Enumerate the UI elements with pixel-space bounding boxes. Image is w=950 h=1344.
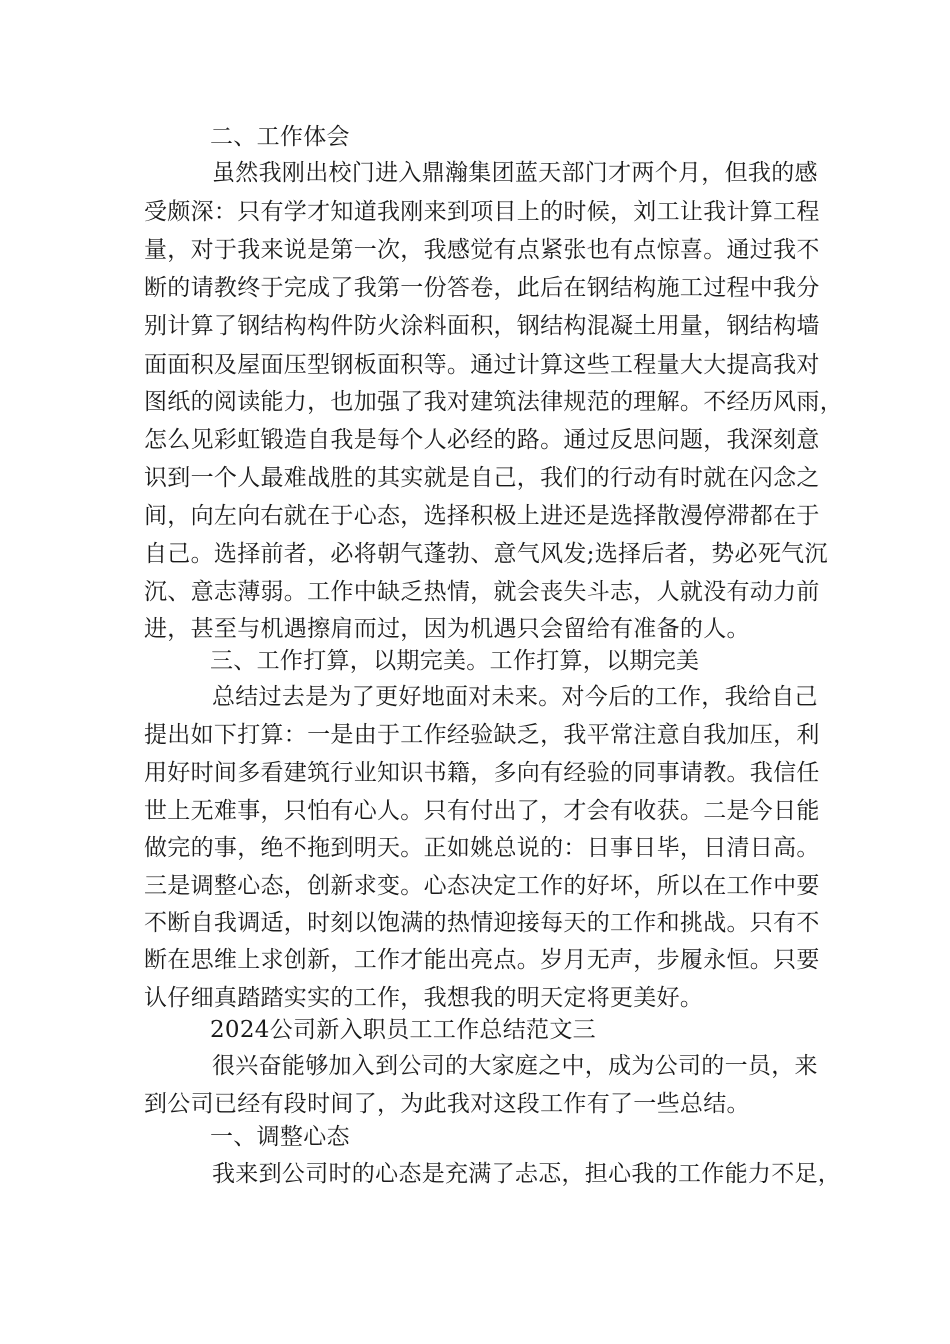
paragraph-line: 断的请教终于完成了我第一份答卷，此后在钢结构施工过程中我分 xyxy=(144,275,820,301)
paragraph-line: 不断自我调适，时刻以饱满的热情迎接每天的工作和挑战。只有不 xyxy=(144,910,820,936)
paragraph-line: 识到一个人最难战胜的其实就是自己，我们的行动有时就在闪念之 xyxy=(144,465,820,491)
paragraph-line: 自己。选择前者，必将朝气蓬勃、意气风发;选择后者，势必死气沉 xyxy=(144,541,828,567)
paragraph-line: 认仔细真踏踏实实的工作，我想我的明天定将更美好。 xyxy=(144,985,704,1011)
paragraph-line: 世上无难事，只怕有心人。只有付出了，才会有收获。二是今日能 xyxy=(144,798,820,824)
paragraph-line: 虽然我刚出校门进入鼎瀚集团蓝天部门才两个月，但我的感 xyxy=(212,160,818,186)
paragraph-line: 提出如下打算：一是由于工作经验缺乏，我平常注意自我加压，利 xyxy=(144,722,820,748)
paragraph-line: 断在思维上求创新，工作才能出亮点。岁月无声，步履永恒。只要 xyxy=(144,947,820,973)
paragraph-line: 用好时间多看建筑行业知识书籍，多向有经验的同事请教。我信任 xyxy=(144,760,820,786)
paragraph-line: 怎么见彩虹锻造自我是每个人必经的路。通过反思问题，我深刻意 xyxy=(144,427,820,453)
paragraph-line: 面面积及屋面压型钢板面积等。通过计算这些工程量大大提高我对 xyxy=(144,352,820,378)
paragraph-line: 进，甚至与机遇擦肩而过，因为机遇只会留给有准备的人。 xyxy=(144,616,750,642)
section-heading: 二、工作体会 xyxy=(210,124,350,150)
paragraph-line: 间，向左向右就在于心态，选择积极上进还是选择散漫停滞都在于 xyxy=(144,503,820,529)
paragraph-line: 图纸的阅读能力，也加强了我对建筑法律规范的理解。不经历风雨， xyxy=(144,389,843,415)
paragraph-line: 沉、意志薄弱。工作中缺乏热情，就会丧失斗志，人就没有动力前 xyxy=(144,579,820,605)
document-title: 2024公司新入职员工工作总结范文三 xyxy=(210,1017,596,1043)
paragraph-line: 总结过去是为了更好地面对未来。对今后的工作，我给自己 xyxy=(212,684,818,710)
paragraph-line: 三是调整心态，创新求变。心态决定工作的好坏，所以在工作中要 xyxy=(144,873,820,899)
paragraph-line: 别计算了钢结构构件防火涂料面积，钢结构混凝土用量，钢结构墙 xyxy=(144,313,820,339)
paragraph-line: 量，对于我来说是第一次，我感觉有点紧张也有点惊喜。通过我不 xyxy=(144,237,820,263)
paragraph-line: 到公司已经有段时间了，为此我对这段工作有了一些总结。 xyxy=(144,1091,750,1117)
section-heading: 三、工作打算，以期完美。工作打算，以期完美 xyxy=(210,648,700,674)
paragraph-line: 我来到公司时的心态是充满了忐忑，担心我的工作能力不足， xyxy=(212,1161,842,1187)
paragraph-line: 很兴奋能够加入到公司的大家庭之中，成为公司的一员，来 xyxy=(212,1053,818,1079)
section-heading: 一、调整心态 xyxy=(210,1124,350,1150)
paragraph-line: 做完的事，绝不拖到明天。正如姚总说的：日事日毕，日清日高。 xyxy=(144,835,820,861)
paragraph-line: 受颇深：只有学才知道我刚来到项目上的时候，刘工让我计算工程 xyxy=(144,199,820,225)
